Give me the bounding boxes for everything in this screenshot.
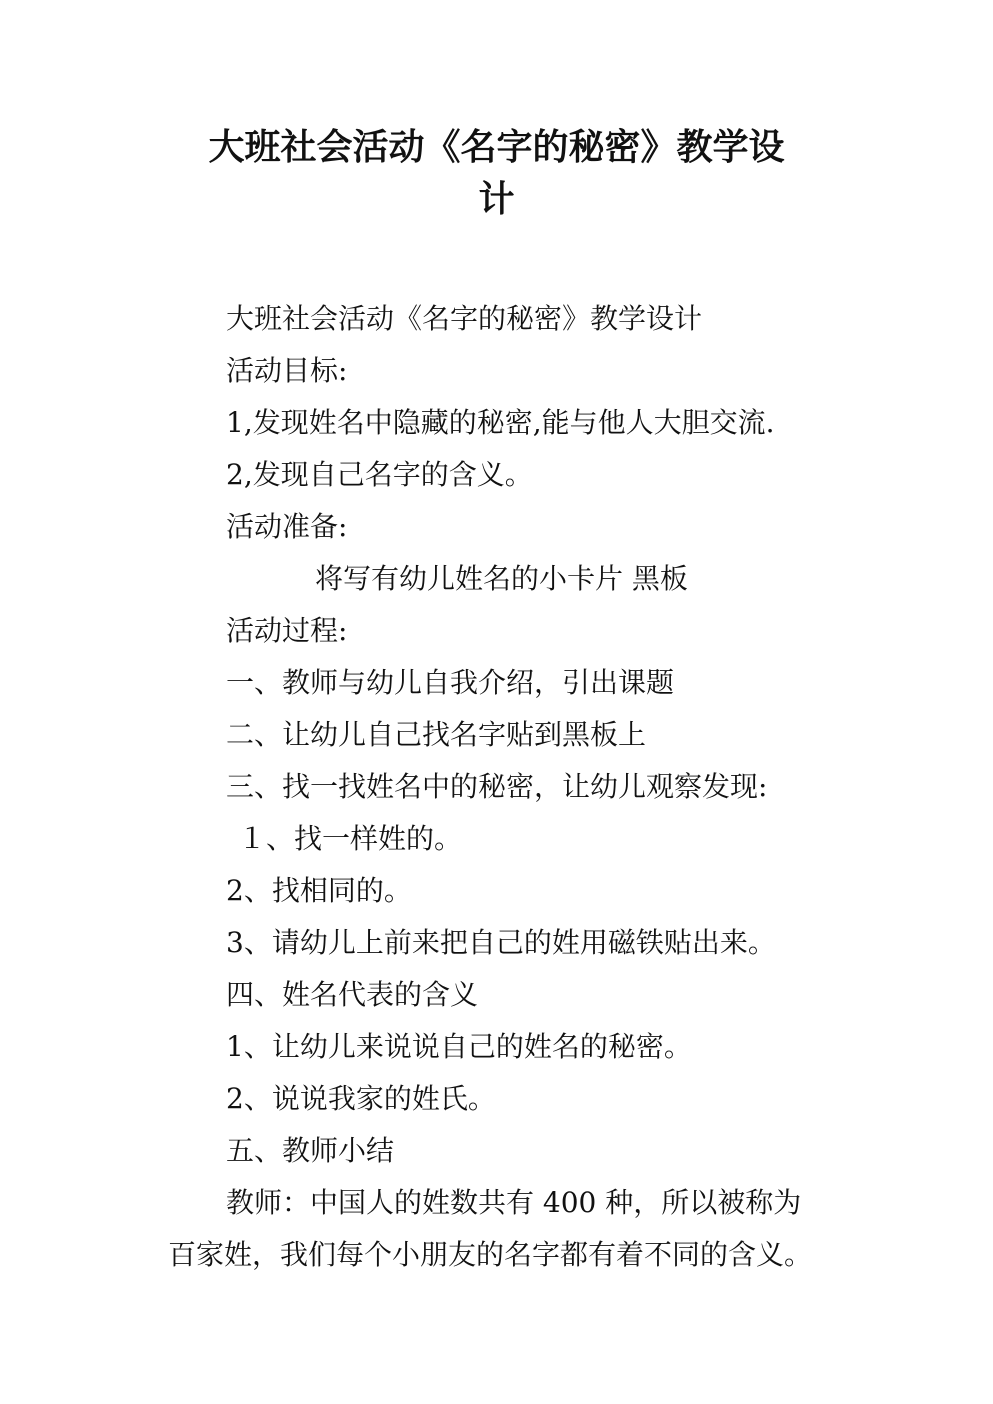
prep-heading: 活动准备: — [226, 510, 348, 543]
process-heading: 活动过程: — [226, 614, 348, 647]
summary-line-1: 教师：中国人的姓数共有 400 种，所以被称为 — [226, 1186, 802, 1219]
document-title-line-2: 计 — [478, 179, 515, 220]
goals-heading: 活动目标: — [226, 354, 348, 387]
goal-1: 1,发现姓名中隐藏的秘密,能与他人大胆交流. — [226, 406, 775, 439]
step-3-1: １、找一样姓的。 — [238, 822, 463, 855]
step-5: 五、教师小结 — [226, 1134, 395, 1167]
step-3-2: 2、找相同的。 — [226, 874, 412, 907]
subtitle: 大班社会活动《名字的秘密》教学设计 — [226, 302, 703, 335]
step-4-1: 1、让幼儿来说说自己的姓名的秘密。 — [226, 1030, 692, 1063]
step-2: 二、让幼儿自己找名字贴到黑板上 — [226, 718, 647, 751]
summary-line-2: 百家姓，我们每个小朋友的名字都有着不同的含义。 — [168, 1238, 813, 1271]
document-title-line-1: 大班社会活动《名字的秘密》教学设 — [208, 127, 785, 168]
step-4: 四、姓名代表的含义 — [226, 978, 479, 1011]
step-4-2: 2、说说我家的姓氏。 — [226, 1082, 496, 1115]
prep-items: 将写有幼儿姓名的小卡片 黑板 — [315, 562, 688, 595]
step-3-3: 3、请幼儿上前来把自己的姓用磁铁贴出来。 — [226, 926, 776, 959]
step-3: 三、找一找姓名中的秘密，让幼儿观察发现: — [226, 770, 768, 803]
goal-2: 2,发现自己名字的含义。 — [226, 458, 533, 491]
step-1: 一、教师与幼儿自我介绍，引出课题 — [226, 666, 675, 699]
